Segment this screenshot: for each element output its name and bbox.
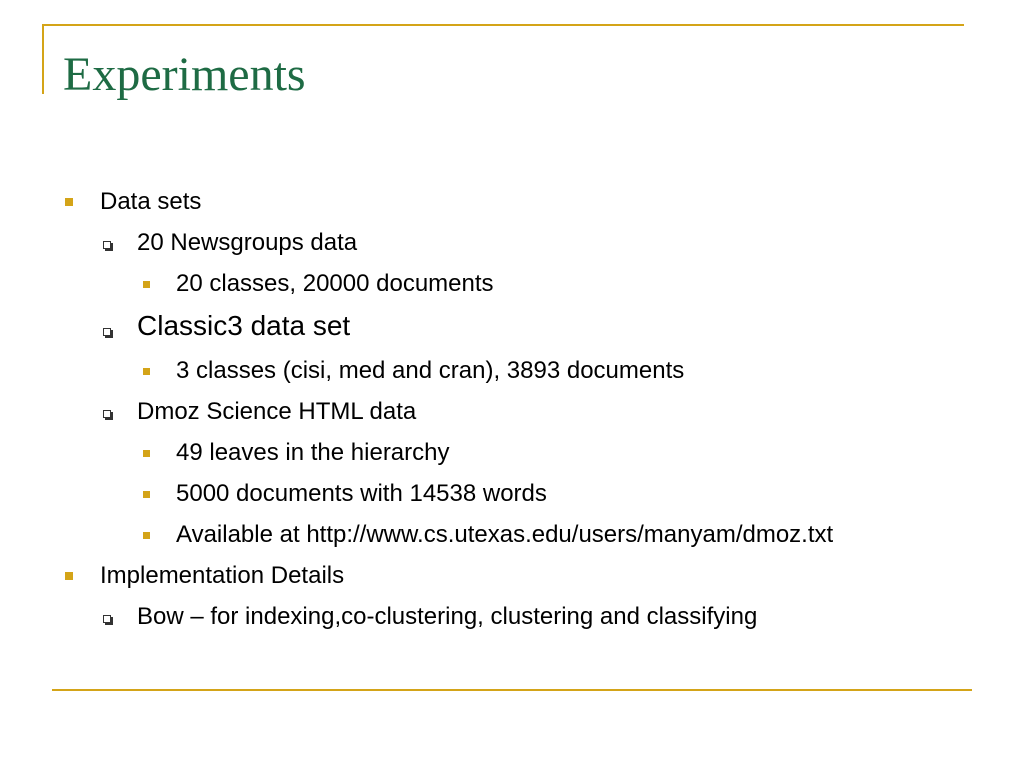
square-bullet-icon (143, 450, 150, 457)
square-bullet-icon (65, 198, 73, 206)
hollow-square-bullet-icon (103, 410, 111, 418)
list-item-text: Bow – for indexing,co-clustering, clustering and classifying (137, 603, 758, 630)
list-item-dmoz-science (0, 394, 1024, 435)
list-item-classic3 (0, 307, 1024, 353)
hollow-square-bullet-icon (103, 328, 111, 336)
list-item-text: 49 leaves in the hierarchy (176, 439, 450, 466)
bullet-list (0, 184, 1024, 640)
list-item-49-leaves (0, 435, 1024, 476)
frame-bottom-rule (52, 689, 972, 691)
list-item-text: Available at http://www.cs.utexas.edu/users/manyam/dmoz.txt (176, 521, 834, 548)
list-item-implementation-details (0, 558, 1024, 599)
square-bullet-icon (143, 532, 150, 539)
list-item-5000-documents (0, 476, 1024, 517)
list-item-text: Implementation Details (100, 562, 345, 589)
hollow-square-bullet-icon (103, 615, 111, 623)
list-item-data-sets (0, 184, 1024, 225)
list-item-bow (0, 599, 1024, 640)
list-item-text: 20 classes, 20000 documents (176, 270, 494, 297)
list-item-text: 5000 documents with 14538 words (176, 480, 547, 507)
list-item-text: Data sets (100, 188, 202, 215)
list-item-available-at (0, 517, 1024, 558)
frame-left-rule (42, 24, 44, 94)
list-item-20-newsgroups (0, 225, 1024, 266)
slide-title: Experiments (63, 48, 306, 101)
square-bullet-icon (143, 281, 150, 288)
list-item-20-classes (0, 266, 1024, 307)
square-bullet-icon (65, 572, 73, 580)
frame-top-rule (42, 24, 964, 26)
list-item-3-classes (0, 353, 1024, 394)
list-item-text: Dmoz Science HTML data (137, 398, 417, 425)
list-item-text: 20 Newsgroups data (137, 229, 358, 256)
list-item-text: 3 classes (cisi, med and cran), 3893 documents (176, 357, 685, 384)
square-bullet-icon (143, 491, 150, 498)
square-bullet-icon (143, 368, 150, 375)
hollow-square-bullet-icon (103, 241, 111, 249)
list-item-text: Classic3 data set (137, 310, 351, 341)
